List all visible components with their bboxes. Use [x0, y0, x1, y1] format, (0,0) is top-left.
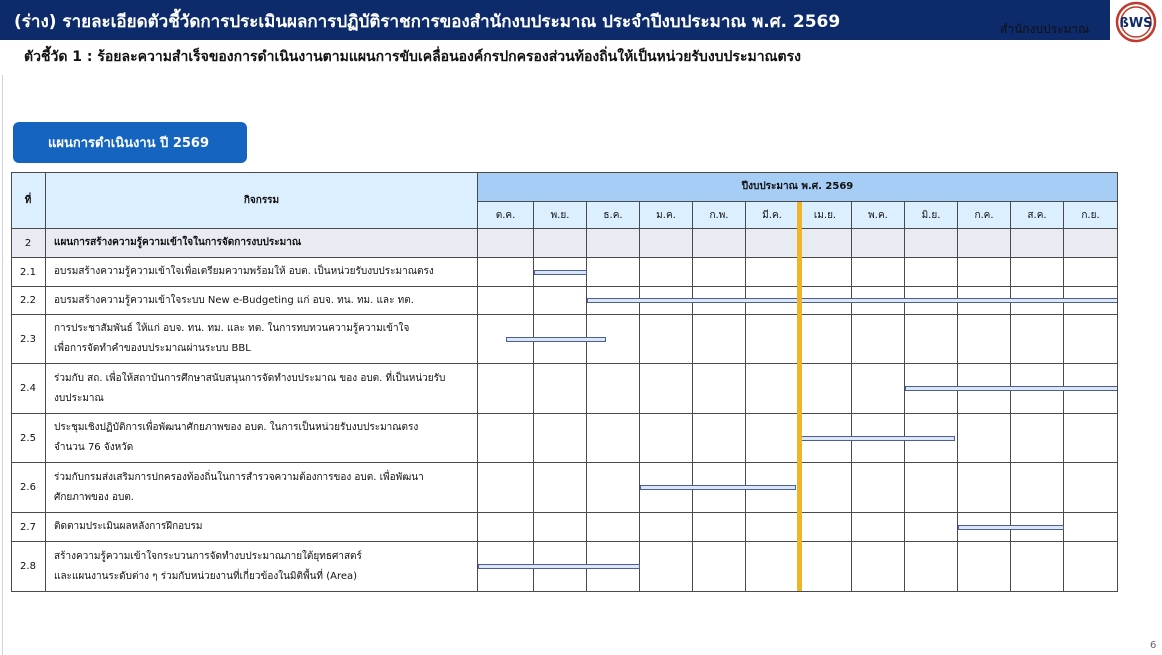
month-cell: [1011, 258, 1064, 287]
month-cell: [746, 542, 799, 592]
gantt-table: [11, 172, 1118, 592]
current-period-marker: [797, 202, 802, 592]
timeline-bar: [640, 485, 796, 490]
month-header: [852, 202, 905, 229]
month-cell: [693, 542, 746, 592]
month-cell: [852, 229, 905, 258]
month-cell: [534, 229, 587, 258]
month-header: [534, 202, 587, 229]
row-activity: [46, 513, 478, 542]
row-activity: [46, 315, 478, 364]
month-cell: [693, 258, 746, 287]
row-activity: [46, 258, 478, 287]
month-cell: [799, 315, 852, 364]
month-cell: [746, 258, 799, 287]
column-header-activity-text: กิจกรรม: [243, 194, 280, 206]
month-header-text: ก.ย.: [1081, 209, 1100, 221]
page-title: (ร่าง) รายละเอียดตัวชี้วัดการประเมินผลการปฏิบัติราชการของสำนักงบประมาณ ประจำปีงบประมาณ พ.ศ. 2569: [14, 12, 841, 32]
month-cell: [587, 229, 640, 258]
month-header: [799, 202, 852, 229]
month-cell: [1011, 315, 1064, 364]
month-header: [746, 202, 799, 229]
month-cell: [1064, 414, 1118, 463]
month-cell: [958, 229, 1011, 258]
month-cell: [852, 542, 905, 592]
timeline-bar: [958, 525, 1064, 530]
month-cell: [1064, 463, 1118, 513]
month-cell: [534, 414, 587, 463]
month-header-text: เม.ย.: [813, 209, 837, 221]
activity-text: [54, 291, 414, 311]
month-cell: [587, 258, 640, 287]
row-number: [11, 364, 46, 414]
month-cell: [958, 463, 1011, 513]
month-cell: [693, 229, 746, 258]
month-cell: [1064, 229, 1118, 258]
month-cell: [693, 315, 746, 364]
row-number: [11, 229, 46, 258]
month-cell: [640, 315, 693, 364]
activity-line: อบรมสร้างความรู้ความเข้าใจเพื่อเตรียมความพร้อมให้ อบต. เป็นหน่วยรับงบประมาณตรง: [54, 266, 434, 277]
month-cell: [693, 414, 746, 463]
month-header-text: มิ.ย.: [921, 209, 941, 221]
timeline-bar: [506, 337, 606, 342]
month-cell: [799, 364, 852, 414]
month-cell: [640, 364, 693, 414]
month-cell: [478, 258, 534, 287]
month-cell: [1011, 542, 1064, 592]
month-cell: [693, 513, 746, 542]
activity-line: ศักยภาพของ อบต.: [54, 491, 134, 503]
month-cell: [746, 513, 799, 542]
row-activity: [46, 414, 478, 463]
row-number-text: 2.3: [20, 333, 36, 345]
month-header-text: พ.ค.: [868, 209, 888, 221]
plan-badge: [13, 122, 247, 163]
month-header-text: ก.ค.: [974, 209, 994, 221]
month-cell: [640, 414, 693, 463]
month-header: [693, 202, 746, 229]
month-header-text: ส.ค.: [1027, 209, 1047, 221]
row-number: [11, 414, 46, 463]
row-number-text: 2.8: [20, 561, 36, 572]
timeline-bar: [587, 298, 1118, 303]
month-cell: [746, 229, 799, 258]
month-cell: [1011, 463, 1064, 513]
month-header: [587, 202, 640, 229]
row-number: [11, 258, 46, 287]
activity-text: [54, 233, 301, 253]
activity-text: [54, 262, 434, 282]
activity-line: อบรมสร้างความรู้ความเข้าใจระบบ New e-Budgeting แก่ อบจ. ทน. ทม. และ ทต.: [54, 294, 414, 306]
month-cell: [746, 414, 799, 463]
month-cell: [534, 463, 587, 513]
year-header: [478, 172, 1118, 202]
row-number-text: 2.5: [20, 432, 36, 444]
month-cell: [640, 258, 693, 287]
row-number: [11, 287, 46, 315]
indicator-subtitle: ตัวชี้วัด 1 : ร้อยละความสำเร็จของการดำเนินงานตามแผนการขับเคลื่อนองค์กรปกครองส่วนท้องถิ่นให้เป็นหน่วยรับงบประมาณตรง: [24, 49, 801, 65]
month-cell: [746, 364, 799, 414]
row-number: [11, 542, 46, 592]
month-cell: [958, 315, 1011, 364]
month-cell: [799, 258, 852, 287]
page-number: 6: [1150, 640, 1157, 651]
month-cell: [905, 229, 958, 258]
month-cell: [852, 463, 905, 513]
month-cell: [693, 364, 746, 414]
month-cell: [1064, 315, 1118, 364]
row-number: [11, 463, 46, 513]
activity-text: [54, 468, 424, 508]
column-header-activity: [46, 172, 478, 229]
month-cell: [852, 364, 905, 414]
month-header-text: ต.ค.: [495, 209, 516, 221]
month-cell: [958, 414, 1011, 463]
activity-text: [54, 418, 418, 458]
month-cell: [1064, 258, 1118, 287]
org-name: สำนักงบประมาณ: [1000, 22, 1090, 36]
row-number-text: 2.2: [20, 295, 36, 306]
column-header-no: [11, 172, 46, 229]
month-cell: [478, 414, 534, 463]
row-activity: [46, 542, 478, 592]
month-cell: [478, 229, 534, 258]
month-cell: [746, 315, 799, 364]
left-divider: [2, 75, 3, 655]
timeline-bar: [478, 564, 640, 569]
activity-line: การประชาสัมพันธ์ ให้แก่ อบจ. ทน. ทม. และ ทต. ในการทบทวนความรู้ความเข้าใจ: [54, 323, 410, 334]
month-cell: [905, 542, 958, 592]
month-cell: [852, 513, 905, 542]
month-cell: [587, 463, 640, 513]
plan-badge-label: แผนการดำเนินงาน ปี 2569: [48, 136, 210, 151]
activity-text: [54, 319, 409, 359]
month-header: [1064, 202, 1118, 229]
activity-line: ประชุมเชิงปฏิบัติการเพื่อพัฒนาศักยภาพของ อบต. ในการเป็นหน่วยรับงบประมาณตรง: [54, 422, 419, 433]
month-cell: [905, 315, 958, 364]
month-cell: [905, 463, 958, 513]
activity-text: [54, 547, 362, 587]
row-number-text: 2: [24, 237, 32, 249]
month-cell: [640, 513, 693, 542]
month-cell: [799, 229, 852, 258]
month-cell: [905, 258, 958, 287]
activity-line: ร่วมกับกรมส่งเสริมการปกครองท้องถิ่นในการสำรวจความต้องการของ อบต. เพื่อพัฒนา: [54, 471, 424, 483]
month-header-text: ธ.ค.: [603, 209, 623, 221]
month-cell: [958, 258, 1011, 287]
month-cell: [534, 513, 587, 542]
month-cell: [852, 315, 905, 364]
activity-line: และแผนงานระดับต่าง ๆ ร่วมกับหน่วยงานที่เกี่ยวข้องในมิติพื้นที่ (Area): [54, 570, 358, 582]
activity-text: [54, 369, 445, 409]
svg-text:ßWS: ßWS: [1119, 16, 1153, 31]
month-header: [640, 202, 693, 229]
month-cell: [799, 463, 852, 513]
month-cell: [478, 364, 534, 414]
month-cell: [905, 513, 958, 542]
month-header: [478, 202, 534, 229]
row-number-text: 2.4: [20, 383, 36, 394]
row-number-text: 2.1: [20, 266, 36, 278]
row-activity: [46, 229, 478, 258]
month-cell: [640, 542, 693, 592]
activity-line: ร่วมกับ สถ. เพื่อให้สถาบันการศึกษาสนับสนุนการจัดทำงบประมาณ ของ อบต. ที่เป็นหน่วยรับ: [54, 372, 446, 384]
row-number-text: 2.6: [20, 482, 36, 493]
month-cell: [587, 414, 640, 463]
month-cell: [587, 513, 640, 542]
month-header-text: มี.ค.: [762, 209, 782, 221]
activity-line: สร้างความรู้ความเข้าใจกระบวนการจัดทำงบประมาณภายใต้ยุทธศาสตร์: [54, 550, 362, 562]
month-header-text: ก.พ.: [709, 209, 729, 221]
month-cell: [1011, 414, 1064, 463]
activity-line: ติดตามประเมินผลหลังการฝึกอบรม: [54, 521, 203, 532]
activity-line: เพื่อการจัดทำคำของบประมาณผ่านระบบ BBL: [54, 343, 251, 354]
month-header: [958, 202, 1011, 229]
month-header-text: ม.ค.: [656, 209, 676, 221]
month-cell: [958, 542, 1011, 592]
column-header-no-text: ที่: [24, 194, 32, 206]
bureau-logo-icon: [1112, 0, 1160, 44]
month-cell: [852, 258, 905, 287]
activity-line: แผนการสร้างความรู้ความเข้าใจในการจัดการงบประมาณ: [54, 237, 302, 248]
month-cell: [1064, 542, 1118, 592]
row-activity: [46, 463, 478, 513]
month-cell: [587, 364, 640, 414]
month-cell: [1064, 513, 1118, 542]
month-cell: [1011, 229, 1064, 258]
row-activity: [46, 364, 478, 414]
month-header-text: พ.ย.: [550, 209, 570, 221]
row-number-text: 2.7: [20, 521, 36, 533]
activity-line: จำนวน 76 จังหวัด: [54, 442, 134, 453]
month-cell: [799, 542, 852, 592]
row-number: [11, 513, 46, 542]
month-cell: [478, 463, 534, 513]
month-header: [905, 202, 958, 229]
year-header-text: ปีงบประมาณ พ.ศ. 2569: [741, 181, 854, 192]
month-cell: [640, 229, 693, 258]
header-bar: [0, 0, 1110, 40]
timeline-bar: [905, 386, 1118, 391]
month-cell: [478, 287, 534, 315]
timeline-bar: [799, 436, 955, 441]
timeline-bar: [534, 270, 587, 275]
activity-text: [54, 517, 203, 537]
row-number: [11, 315, 46, 364]
month-cell: [478, 513, 534, 542]
month-cell: [534, 364, 587, 414]
month-cell: [534, 287, 587, 315]
month-cell: [799, 513, 852, 542]
month-header: [1011, 202, 1064, 229]
activity-line: งบประมาณ: [54, 392, 104, 404]
row-activity: [46, 287, 478, 315]
